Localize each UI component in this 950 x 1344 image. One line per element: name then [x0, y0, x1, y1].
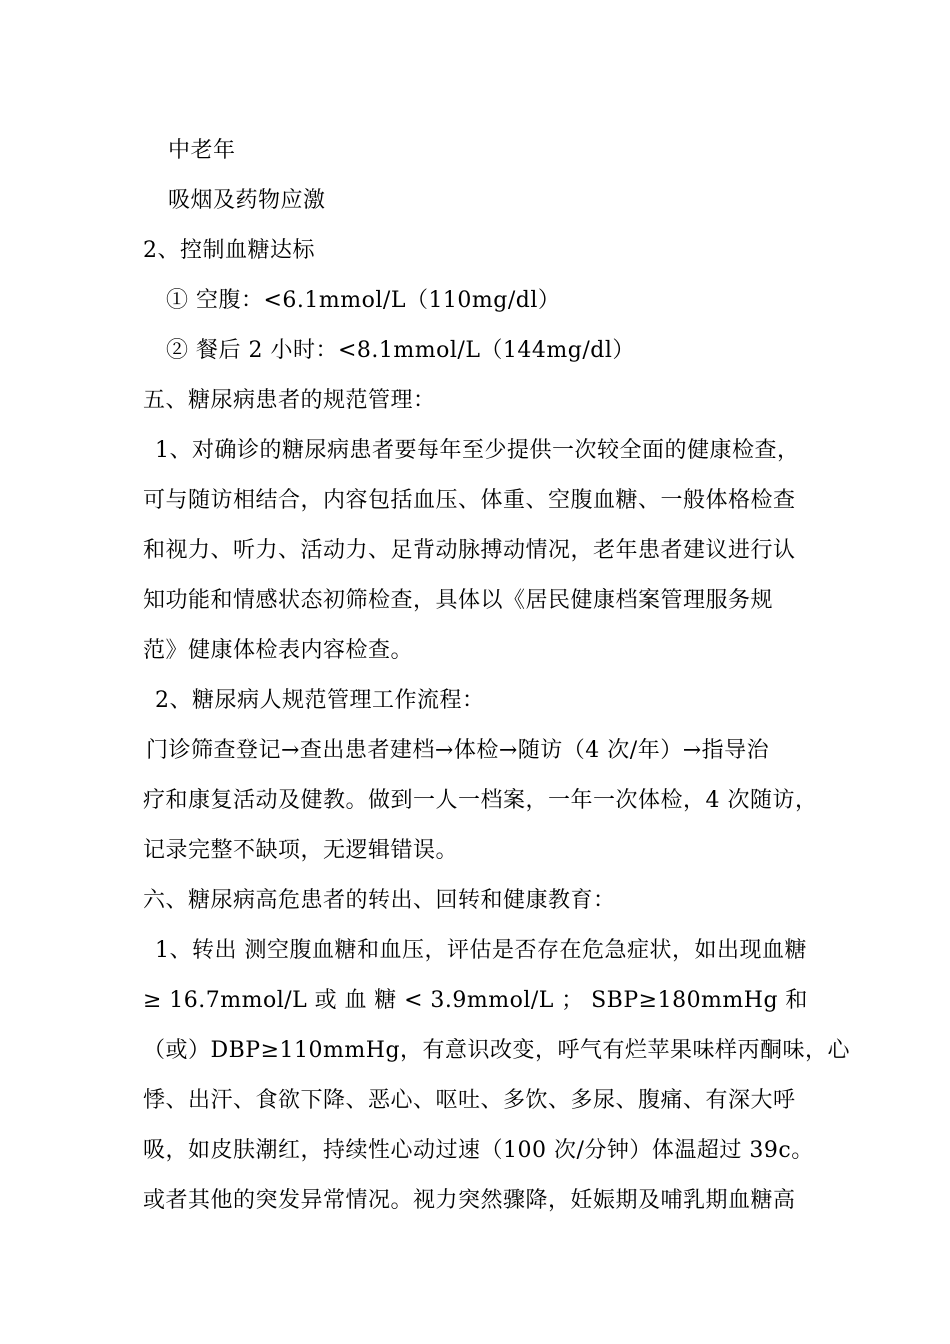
text-line-checkup-5: 范》健康体检表内容检查。 [143, 638, 414, 663]
text-line-workflow-1: 门诊筛查登记→查出患者建档→体检→随访（4 次/年）→指导治 [146, 738, 770, 763]
text-line-elderly: 中老年 [168, 138, 236, 163]
text-token: 糖 [374, 988, 397, 1013]
text-line-fasting: ① 空腹：<6.1mmol/L（110mg/dl） [166, 288, 561, 313]
text-line-workflow-2: 疗和康复活动及健教。做到一人一档案，一年一次体检，4 次随访， [143, 788, 818, 813]
text-line-referral-3: （或）DBP≥110mmHg，有意识改变，呼气有烂苹果味样丙酮味，心 [143, 1038, 851, 1063]
text-line-workflow-3: 记录完整不缺项，无逻辑错误。 [143, 838, 459, 863]
text-line-referral-6: 或者其他的突发异常情况。视力突然骤降，妊娠期及哺乳期血糖高 [143, 1188, 796, 1213]
text-line-checkup-2: 可与随访相结合，内容包括血压、体重、空腹血糖、一般体格检查 [143, 488, 796, 513]
section-heading-referral: 六、糖尿病高危患者的转出、回转和健康教育： [143, 888, 616, 913]
text-line-referral-1: 1、转出 测空腹血糖和血压，评估是否存在危急症状，如出现血糖 [155, 938, 807, 963]
text-line-postprandial: ② 餐后 2 小时：<8.1mmol/L（144mg/dl） [166, 338, 635, 363]
text-line-smoking: 吸烟及药物应激 [168, 188, 326, 213]
text-line-referral-5: 吸，如皮肤潮红，持续性心动过速（100 次/分钟）体温超过 39c。 [143, 1138, 814, 1163]
text-line-referral-2-justified [143, 986, 808, 1016]
text-token: 3.9mmol/L [430, 988, 554, 1013]
text-line-glucose-target-heading: 2、控制血糖达标 [143, 238, 315, 263]
text-token: ≥ [143, 988, 162, 1013]
text-token: 和 [785, 988, 808, 1013]
text-token: SBP≥180mmHg [591, 988, 779, 1013]
section-heading-management: 五、糖尿病患者的规范管理： [143, 388, 436, 413]
text-token: < [404, 988, 424, 1013]
text-token: ； [561, 988, 584, 1013]
text-line-workflow-heading: 2、糖尿病人规范管理工作流程： [155, 688, 485, 713]
text-line-checkup-3: 和视力、听力、活动力、足背动脉搏动情况，老年患者建议进行认 [143, 538, 796, 563]
text-token: 或 [314, 988, 338, 1013]
text-token: 16.7mmol/L [169, 988, 308, 1013]
text-line-referral-4: 悸、出汗、食欲下降、恶心、呕吐、多饮、多尿、腹痛、有深大呼 [143, 1088, 796, 1113]
text-line-checkup-4: 知功能和情感状态初筛检查，具体以《居民健康档案管理服务规 [143, 588, 774, 613]
text-token: 血 [344, 988, 367, 1013]
text-line-checkup-1: 1、对确诊的糖尿病患者要每年至少提供一次较全面的健康检查， [155, 438, 800, 463]
